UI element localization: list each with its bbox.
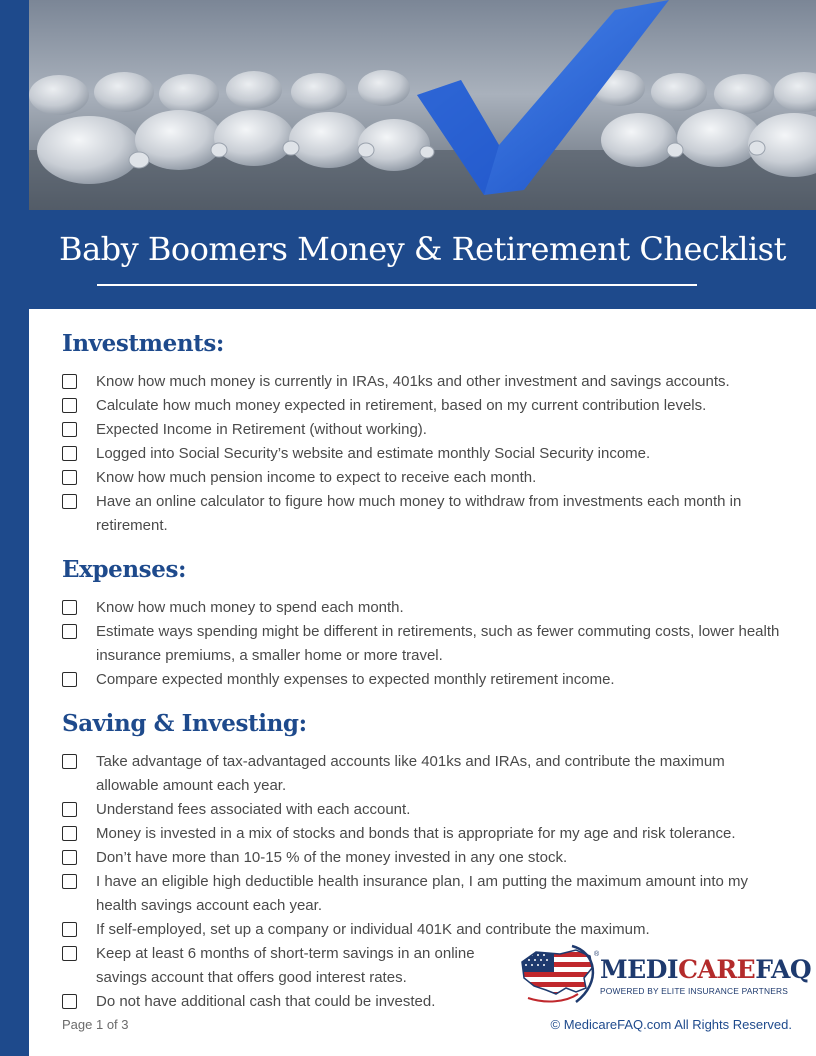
list-item: Take advantage of tax-advantaged accounts like 401ks and IRAs, and contribute the maximum allowable amount each year. xyxy=(62,750,782,798)
list-item: Do not have additional cash that could be invested. xyxy=(62,990,782,1014)
page-number: Page 1 of 3 xyxy=(62,1017,129,1032)
list-item: Understand fees associated with each account. xyxy=(62,798,782,822)
checkbox[interactable] xyxy=(62,826,77,841)
checkbox[interactable] xyxy=(62,422,77,437)
list-item: Know how much money is currently in IRAs, 401ks and other investment and savings accounts. xyxy=(62,370,782,394)
logo-wordmark: MEDICAREFAQ xyxy=(600,955,812,984)
page-title: Baby Boomers Money & Retirement Checklist xyxy=(59,230,786,268)
list-item: Don’t have more than 10-15 % of the money invested in any one stock. xyxy=(62,846,782,870)
list-item: I have an eligible high deductible health insurance plan, I am putting the maximum amount into my health savings account each year. xyxy=(62,870,782,918)
list-item: Know how much money to spend each month. xyxy=(62,596,782,620)
expenses-list xyxy=(62,596,782,692)
list-item: Know how much pension income to expect to receive each month. xyxy=(62,466,782,490)
list-item: Compare expected monthly expenses to expected monthly retirement income. xyxy=(62,668,782,692)
copyright-link[interactable]: © MedicareFAQ.com All Rights Reserved. xyxy=(550,1017,792,1032)
checkbox[interactable] xyxy=(62,994,77,1009)
list-item: Estimate ways spending might be different in retirements, such as fewer commuting costs, lower health insurance premiums, a smaller home or more travel. xyxy=(62,620,782,668)
registered-mark: ® xyxy=(594,951,600,958)
checkbox[interactable] xyxy=(62,446,77,461)
checkbox[interactable] xyxy=(62,470,77,485)
checkbox[interactable] xyxy=(62,494,77,509)
checkbox[interactable] xyxy=(62,398,77,413)
section-title-saving-investing: Saving & Investing: xyxy=(62,710,307,737)
list-item: Logged into Social Security’s website and estimate monthly Social Security income. xyxy=(62,442,782,466)
list-item: Calculate how much money expected in retirement, based on my current contribution levels. xyxy=(62,394,782,418)
list-item: Keep at least 6 months of short-term savings in an online savings account that offers good interest rates. xyxy=(62,942,782,990)
list-item: Expected Income in Retirement (without working). xyxy=(62,418,782,442)
us-map-flag-icon xyxy=(516,938,600,1008)
medicarefaq-logo xyxy=(516,938,812,1008)
checkbox[interactable] xyxy=(62,672,77,687)
checkbox[interactable] xyxy=(62,946,77,961)
checkbox[interactable] xyxy=(62,874,77,889)
checkbox[interactable] xyxy=(62,624,77,639)
list-item: Money is invested in a mix of stocks and bonds that is appropriate for my age and risk tolerance. xyxy=(62,822,782,846)
list-item: Have an online calculator to figure how much money to withdraw from investments each month in retirement. xyxy=(62,490,782,538)
checkbox[interactable] xyxy=(62,374,77,389)
logo-tagline: POWERED BY ELITE INSURANCE PARTNERS xyxy=(600,986,789,996)
investments-list xyxy=(62,370,782,538)
hero-image xyxy=(29,0,816,210)
piggy-banks-checkmark-illustration xyxy=(29,0,816,210)
title-underline xyxy=(97,284,697,286)
checkbox[interactable] xyxy=(62,802,77,817)
checkbox[interactable] xyxy=(62,850,77,865)
checkbox[interactable] xyxy=(62,754,77,769)
section-title-expenses: Expenses: xyxy=(62,556,187,583)
section-title-investments: Investments: xyxy=(62,330,225,357)
checkbox[interactable] xyxy=(62,600,77,615)
list-item: If self-employed, set up a company or individual 401K and contribute the maximum. xyxy=(62,918,782,942)
left-accent-bar xyxy=(0,0,29,1056)
checkbox[interactable] xyxy=(62,922,77,937)
title-banner xyxy=(29,210,816,309)
checklist-content xyxy=(62,326,782,1028)
